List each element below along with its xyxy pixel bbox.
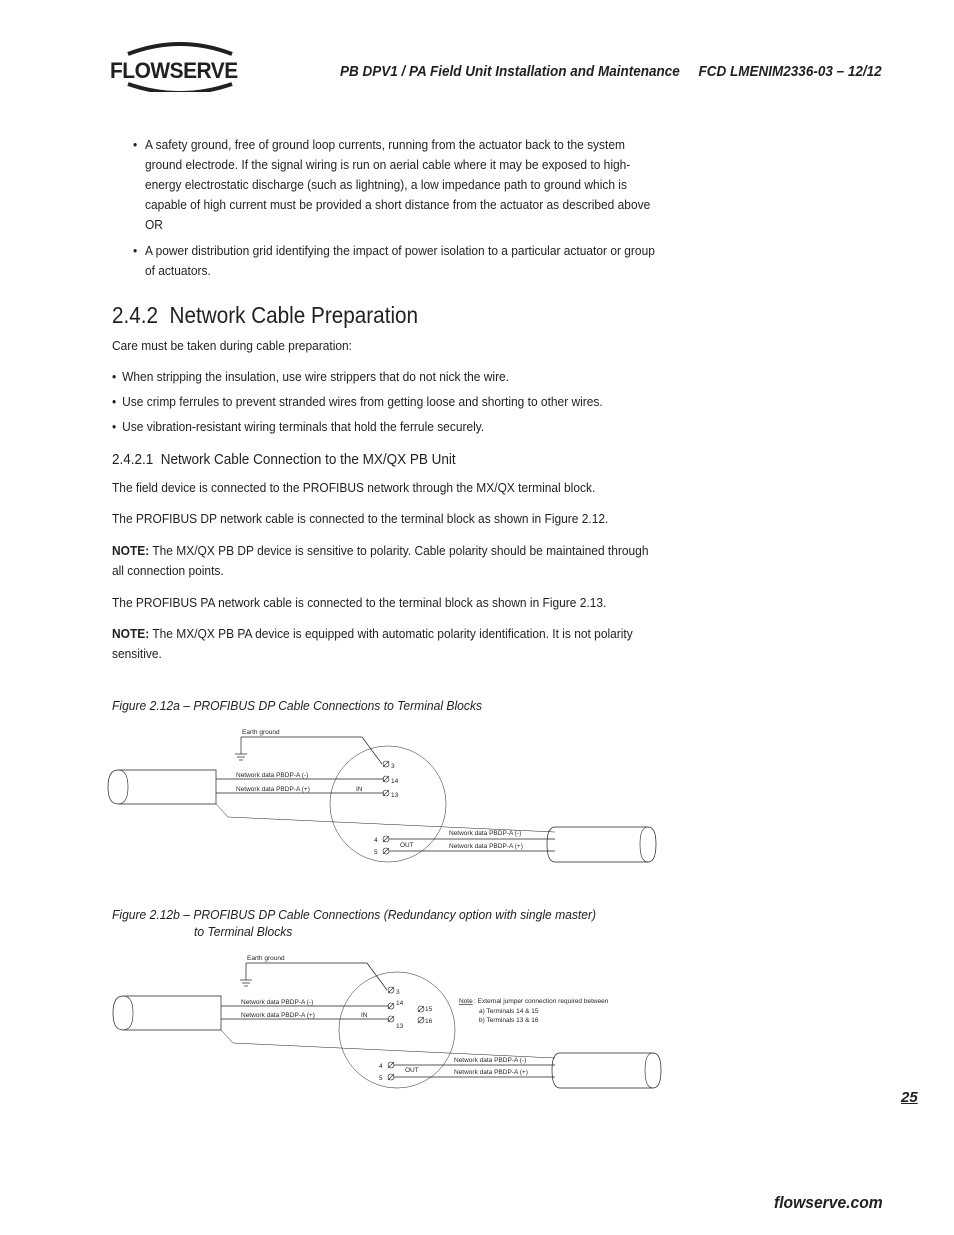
out-minus-label: Network data PBDP-A (-)	[449, 830, 522, 837]
paragraph: The PROFIBUS PA network cable is connected to the terminal block as shown in Figure 2.13.	[112, 595, 607, 610]
footer-url[interactable]: flowserve.com	[774, 1193, 883, 1212]
terminal-screw-icon	[383, 761, 389, 854]
terminal-label: 3	[391, 763, 395, 770]
in-label: IN	[361, 1012, 368, 1019]
intro-bullet-list	[133, 135, 657, 287]
subsection-heading: 2.4.2.1 Network Cable Connection to the MX/QX PB Unit	[112, 451, 456, 468]
terminal-label: 15	[425, 1006, 433, 1013]
in-label: IN	[356, 786, 363, 793]
list-item: • When stripping the insulation, use wire strippers that do not nick the wire.	[112, 367, 664, 387]
page-header-title: PB DPV1 / PA Field Unit Installation and Maintenance FCD LMENIM2336-03 – 12/12	[340, 63, 882, 80]
terminal-label: 5	[374, 849, 378, 856]
note-item: b) Terminals 13 & 16	[479, 1017, 539, 1024]
terminal-label: 4	[379, 1063, 383, 1070]
section-intro: Care must be taken during cable preparation:	[112, 338, 353, 353]
cable-prep-bullet-list	[112, 367, 664, 442]
flowserve-logo	[110, 40, 250, 92]
out-label: OUT	[405, 1067, 419, 1074]
note-paragraph	[112, 624, 659, 664]
figure-caption-continued: to Terminal Blocks	[194, 924, 293, 939]
logo-text: FLOWSERVE	[110, 58, 238, 83]
terminal-label: 4	[374, 837, 378, 844]
out-plus-label: Network data PBDP-A (+)	[449, 843, 523, 850]
out-plus-label: Network data PBDP-A (+)	[454, 1069, 528, 1076]
list-item: • A safety ground, free of ground loop currents, running from the actuator back to the system ground electrode. If the signal wiring is run on aerial cable where it may be exposed to high-energy electrostatic discharge (such as lightning), a low impedance path to ground which is capable of high current must be provided a short distance from the actuator as described above OR	[133, 135, 657, 235]
note-label: NOTE:	[112, 626, 150, 641]
list-item: • A power distribution grid identifying the impact of power isolation to a particular actuator or group of actuators.	[133, 241, 657, 281]
list-item: • Use crimp ferrules to prevent stranded wires from getting loose and shorting to other wires.	[112, 392, 664, 412]
list-item: • Use vibration-resistant wiring terminals that hold the ferrule securely.	[112, 417, 664, 437]
note-text: : External jumper connection required between	[474, 998, 609, 1005]
figure-caption: Figure 2.12a – PROFIBUS DP Cable Connections to Terminal Blocks	[112, 698, 483, 713]
section-heading: 2.4.2 Network Cable Preparation	[112, 302, 419, 328]
wiring-diagram-b	[105, 948, 675, 1098]
figure-caption: Figure 2.12b – PROFIBUS DP Cable Connections (Redundancy option with single master)	[112, 907, 597, 922]
terminal-label: 13	[396, 1023, 404, 1030]
terminal-label: 13	[391, 792, 399, 799]
paragraph: The PROFIBUS DP network cable is connected to the terminal block as shown in Figure 2.12.	[112, 511, 609, 526]
paragraph: The field device is connected to the PROFIBUS network through the MX/QX terminal block.	[112, 480, 596, 495]
terminal-label: 16	[425, 1018, 433, 1025]
earth-ground-label: Earth ground	[242, 729, 280, 736]
in-plus-label: Network data PBDP-A (+)	[236, 786, 310, 793]
out-minus-label: Network data PBDP-A (-)	[454, 1057, 527, 1064]
earth-ground-label: Earth ground	[247, 955, 285, 962]
note-paragraph	[112, 541, 659, 581]
in-minus-label: Network data PBDP-A (-)	[236, 772, 309, 779]
note-label: NOTE:	[112, 543, 150, 558]
page-number: 25	[901, 1089, 918, 1106]
out-label: OUT	[400, 842, 414, 849]
terminal-label: 14	[396, 1000, 404, 1007]
note-item: a) Terminals 14 & 15	[479, 1008, 539, 1015]
note-text: The MX/QX PB PA device is equipped with automatic polarity identification. It is not polarity sensitive.	[112, 626, 633, 661]
terminal-label: 14	[391, 778, 399, 785]
in-minus-label: Network data PBDP-A (-)	[241, 999, 314, 1006]
wiring-diagram-a	[100, 722, 670, 872]
terminal-label: 5	[379, 1075, 383, 1082]
in-plus-label: Network data PBDP-A (+)	[241, 1012, 315, 1019]
terminal-label: 3	[396, 989, 400, 996]
note-label: Note	[459, 998, 473, 1005]
note-text: The MX/QX PB DP device is sensitive to polarity. Cable polarity should be maintained through all connection points.	[112, 543, 649, 578]
